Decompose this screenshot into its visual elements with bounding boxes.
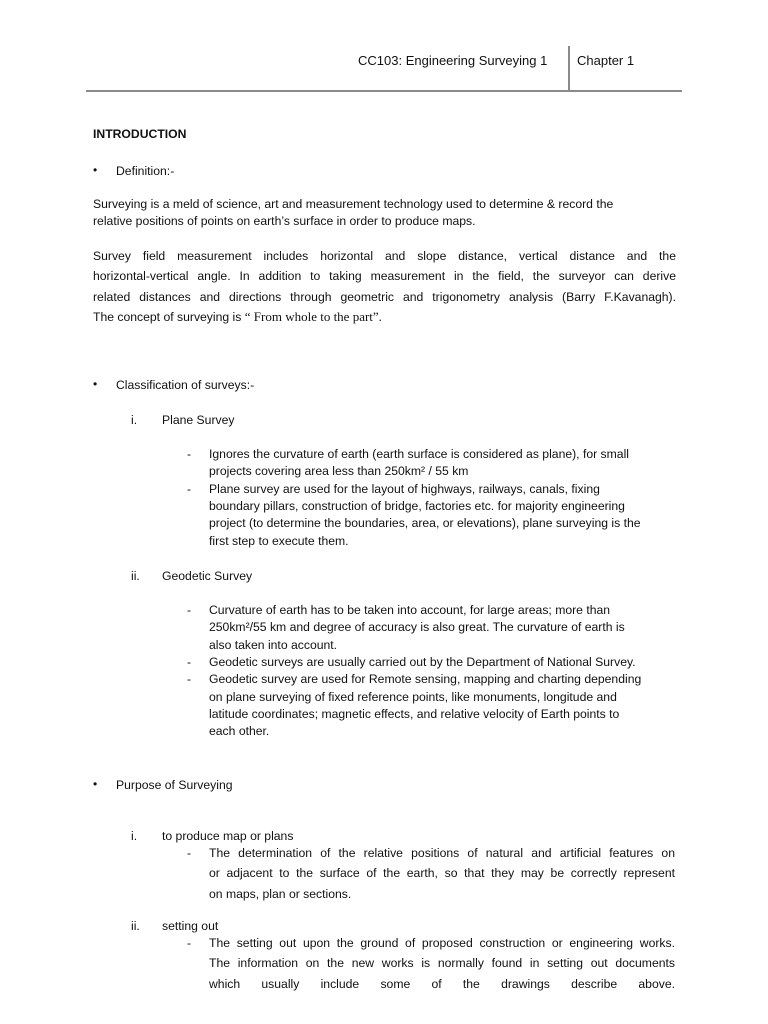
geodetic-item-2-line-1: Geodetic surveys are usually carried out by the Department of National Survey. <box>209 655 636 669</box>
plane-item-1-line-2: projects covering area less than 250km² / 55 km <box>209 464 469 478</box>
definition-p1-line-1: Surveying is a meld of science, art and measurement technology used to determine & record the <box>93 197 614 211</box>
geodetic-survey-number: ii. <box>131 569 140 583</box>
plane-item-1-line-1: Ignores the curvature of earth (earth surface is considered as plane), for small <box>209 447 629 461</box>
header-divider-horizontal <box>86 90 682 92</box>
geodetic-item-1-line-3: also taken into account. <box>209 638 338 652</box>
purpose-produce-number: i. <box>131 829 138 843</box>
header-course-title: CC103: Engineering Surveying 1 <box>358 53 548 68</box>
plane-item-2-line-1: Plane survey are used for the layout of highways, railways, canals, fixing <box>209 482 600 496</box>
intro-heading: INTRODUCTION <box>93 127 187 141</box>
plane-survey-number: i. <box>131 413 138 427</box>
bullet-purpose: • <box>93 777 98 791</box>
purpose-produce-dash: - <box>187 846 192 860</box>
geodetic-item-3-line-1: Geodetic survey are used for Remote sensing, mapping and charting depending <box>209 672 642 686</box>
classification-label: Classification of surveys:- <box>116 378 255 392</box>
purpose-produce-title: to produce map or plans <box>162 829 294 843</box>
purpose-setting-line-3: which usually include some of the drawings describe above. <box>209 977 675 991</box>
geodetic-item-3-line-3: latitude coordinates; magnetic effects, and relative velocity of Earth points to <box>209 707 620 721</box>
definition-label: Definition:- <box>116 164 175 178</box>
geodetic-item-1-dash: - <box>187 603 192 617</box>
definition-p2-line-3: related distances and directions through geometric and trigonometry analysis (Barry F.Kavanagh). <box>93 290 676 304</box>
bullet-definition: • <box>93 163 98 177</box>
purpose-produce-line-2: or adjacent to the surface of the earth, so that they may be correctly represent <box>209 866 675 880</box>
header-chapter-label: Chapter 1 <box>577 53 635 68</box>
plane-item-1-dash: - <box>187 447 192 461</box>
definition-p2-line-1: Survey field measurement includes horizontal and slope distance, vertical distance and the <box>93 249 676 263</box>
definition-p2-line-4 <box>93 309 382 325</box>
purpose-setting-line-2: The information on the new works is normally found in setting out documents <box>209 956 675 970</box>
concept-prefix: The concept of surveying is <box>93 310 242 324</box>
purpose-produce-line-3: on maps, plan or sections. <box>209 887 352 901</box>
concept-quote: “ From whole to the part”. <box>244 309 382 324</box>
plane-survey-title: Plane Survey <box>162 413 235 427</box>
geodetic-item-1-line-1: Curvature of earth has to be taken into account, for large areas; more than <box>209 603 611 617</box>
geodetic-item-2-dash: - <box>187 655 192 669</box>
geodetic-item-3-dash: - <box>187 672 192 686</box>
bullet-classification: • <box>93 377 98 391</box>
purpose-setting-number: ii. <box>131 919 140 933</box>
plane-item-2-line-2: boundary pillars, construction of bridge, factories etc. for majority engineering <box>209 499 625 513</box>
purpose-produce-line-1: The determination of the relative positions of natural and artificial features on <box>209 846 675 860</box>
plane-item-2-line-4: first step to execute them. <box>209 534 349 548</box>
geodetic-survey-title: Geodetic Survey <box>162 569 253 583</box>
plane-item-2-line-3: project (to determine the boundaries, area, or elevations), plane surveying is the <box>209 516 641 530</box>
purpose-setting-line-1: The setting out upon the ground of proposed construction or engineering works. <box>209 936 675 950</box>
plane-item-2-dash: - <box>187 482 192 496</box>
purpose-label: Purpose of Surveying <box>116 778 233 792</box>
geodetic-item-3-line-4: each other. <box>209 724 270 738</box>
geodetic-item-1-line-2: 250km²/55 km and degree of accuracy is also great. The curvature of earth is <box>209 620 625 634</box>
purpose-setting-title: setting out <box>162 919 219 933</box>
header-divider-vertical <box>568 46 570 92</box>
definition-p2-line-2: horizontal-vertical angle. In addition to taking measurement in the field, the surveyor can derive <box>93 269 676 283</box>
definition-p1-line-2: relative positions of points on earth’s surface in order to produce maps. <box>93 214 476 228</box>
purpose-setting-dash: - <box>187 936 192 950</box>
geodetic-item-3-line-2: on plane surveying of fixed reference points, like monuments, longitude and <box>209 690 617 704</box>
